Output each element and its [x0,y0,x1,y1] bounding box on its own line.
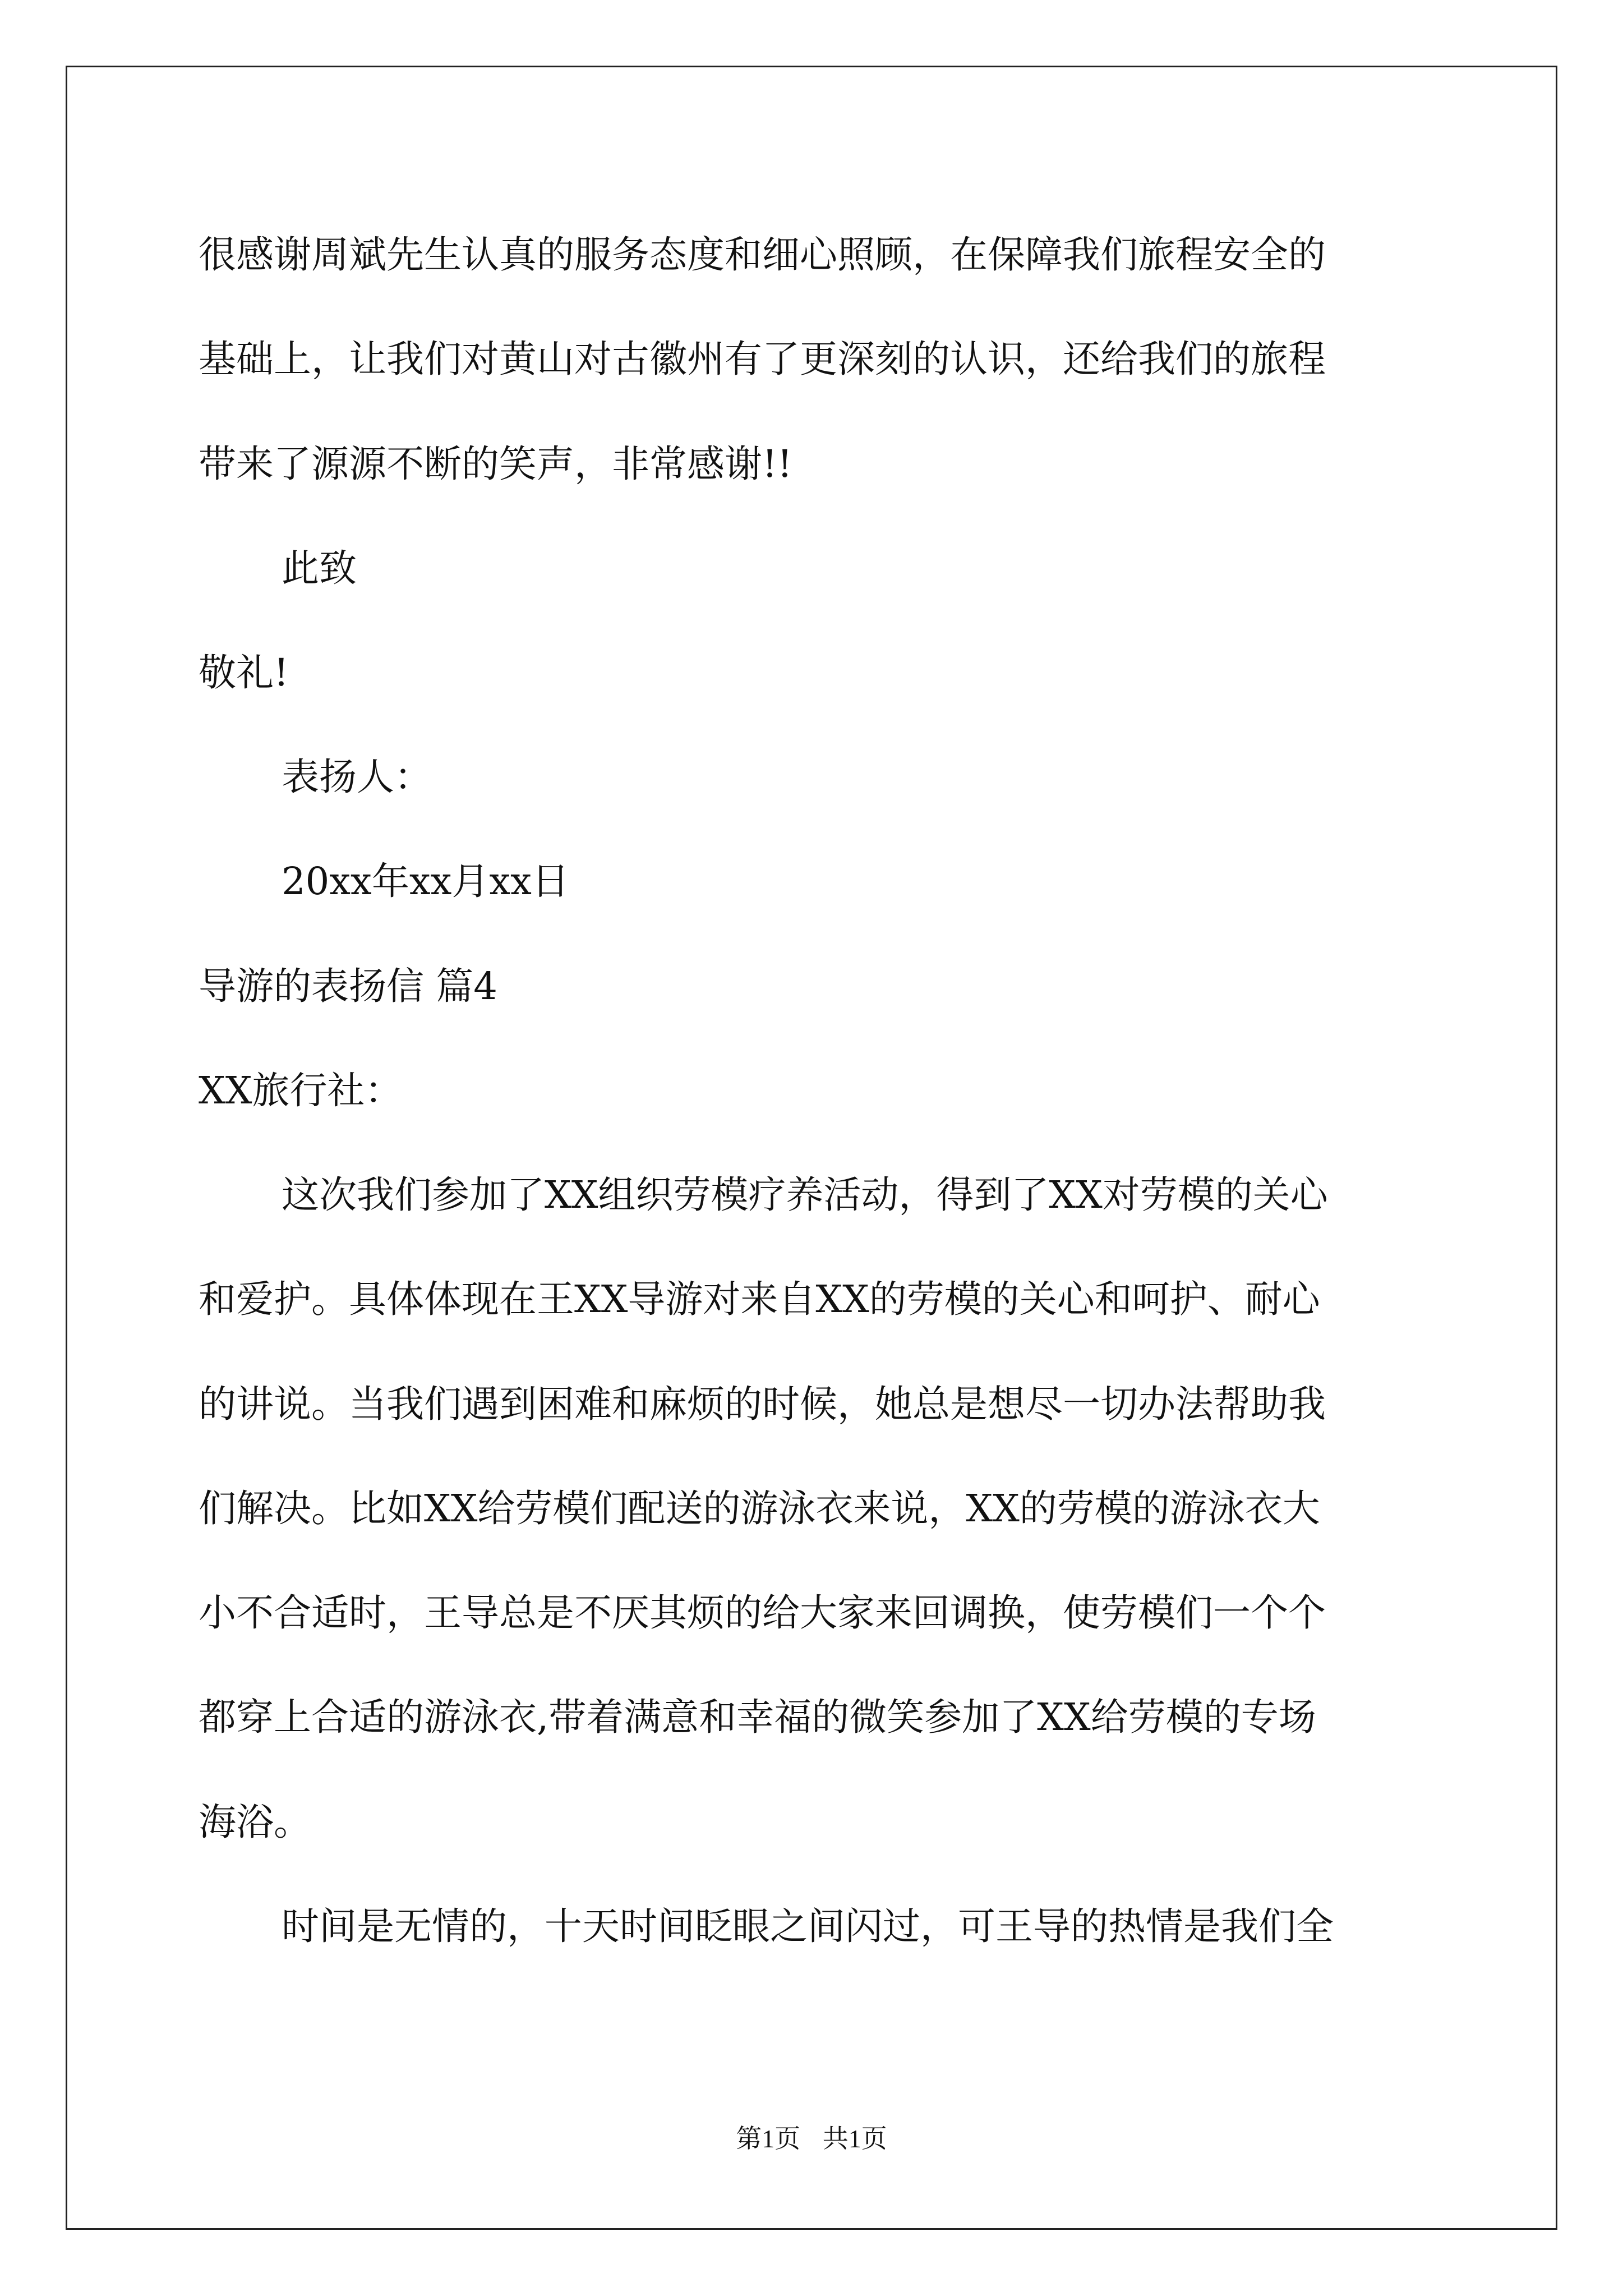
page-footer [0,2122,1623,2156]
date-line: 20xx年xx月xx日 [282,859,569,903]
page-number: 第1页 [736,2124,801,2153]
body-text-line: 很感谢周斌先生认真的服务态度和细心照顾，在保障我们旅程安全的 [199,233,1326,277]
body-text-line: 们解决。比如XX给劳模们配送的游泳衣来说，XX的劳模的游泳衣大 [199,1487,1320,1530]
section-title: 导游的表扬信 篇4 [199,964,497,1008]
body-text-line: 都穿上合适的游泳衣,带着满意和幸福的微笑参加了XX给劳模的专场 [199,1695,1316,1739]
body-text-line: 海浴。 [199,1800,311,1844]
body-text-line: 和爱护。具体体现在王XX导游对来自XX的劳模的关心和呵护、耐心 [199,1277,1320,1321]
body-text-line: 小不合适时，王导总是不厌其烦的给大家来回调换，使劳模们一个个 [199,1591,1326,1635]
recipient-line: XX旅行社： [199,1069,403,1112]
body-text-line: 带来了源源不断的笑声，非常感谢!! [199,442,792,486]
closing-phrase: 此致 [282,546,357,590]
body-text-line: 时间是无情的，十天时间眨眼之间闪过，可王导的热情是我们全 [282,1904,1334,1948]
body-text-line: 基础上，让我们对黄山对古徽州有了更深刻的认识，还给我们的旅程 [199,337,1326,381]
salutation: 敬礼! [199,651,289,694]
body-text-line: 这次我们参加了XX组织劳模疗养活动，得到了XX对劳模的关心 [282,1173,1328,1217]
signature-label: 表扬人： [282,755,432,799]
body-text-line: 的讲说。当我们遇到困难和麻烦的时候，她总是想尽一切办法帮助我 [199,1382,1326,1426]
total-pages: 共1页 [822,2124,887,2153]
